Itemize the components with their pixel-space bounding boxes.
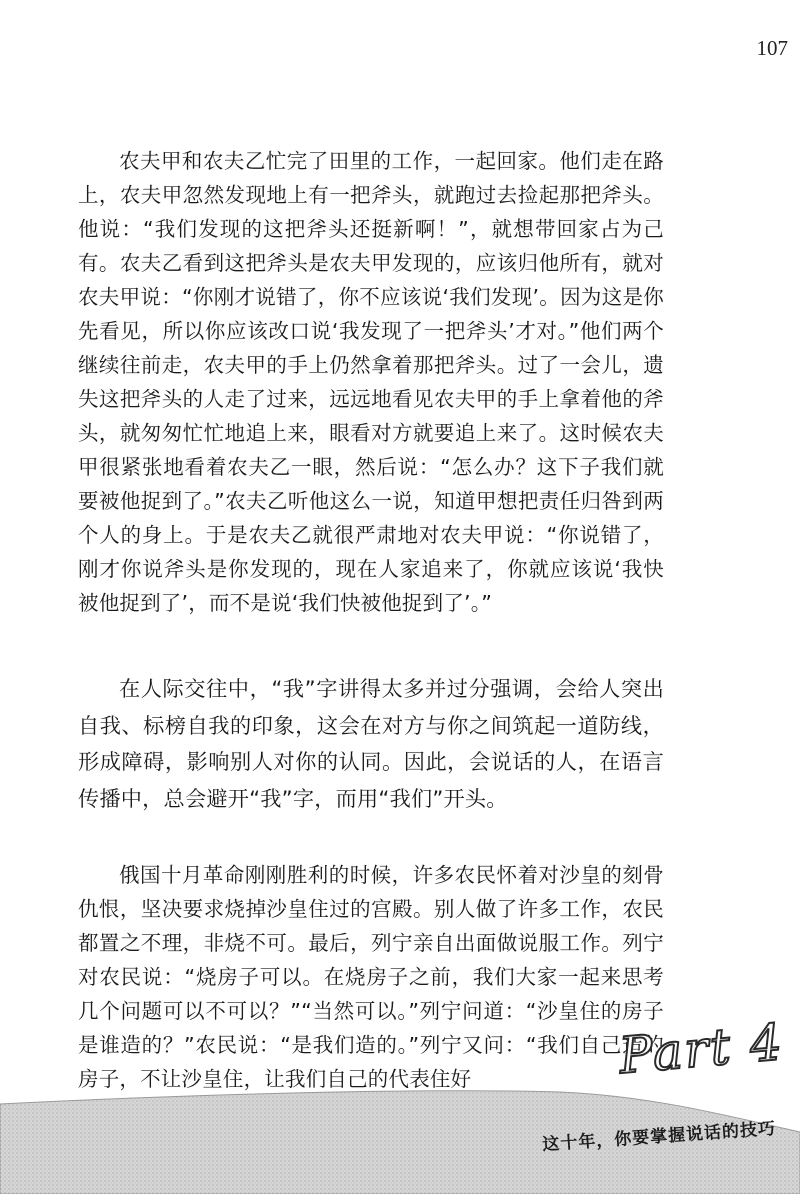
page-number: 107: [756, 36, 788, 60]
body-paragraph-2: 在人际交往中，“我”字讲得太多并过分强调，会给人突出自我、标榜自我的印象，这会在对方与你之间筑起一道防线，形成障碍，影响别人对你的认同。因此，会说话的人，在语言传播中，总会避开“我”字，而用“我们”开头。: [78, 676, 664, 811]
body-paragraph-1: 农夫甲和农夫乙忙完了田里的工作，一起回家。他们走在路上，农夫甲忽然发现地上有一把斧头，就跑过去捡起那把斧头。他说：“我们发现的这把斧头还挺新啊！”，就想带回家占为己有。农夫乙看到这把斧头是农夫甲发现的，应该归他所有，就对农夫甲说：“你刚才说错了，你不应该说‘我们发现’。因为这是你先看见，所以你应该改口说‘我发现了一把斧头’才对。”他们两个继续往前走，农夫甲的手上仍然拿着那把斧头。过了一会儿，遗失这把斧头的人走了过来，远远地看见农夫甲的手上拿着他的斧头，就匆匆忙忙地追上来，眼看对方就要追上来了。这时候农夫甲很紧张地看着农夫乙一眼，然后说：“怎么办？这下子我们就要被他捉到了。”农夫乙听他这么一说，知道甲想把责任归咎到两个人的身上。于是农夫乙就很严肃地对农夫甲说：“你说错了，刚才你说斧头是你发现的，现在人家追来了，你就应该说‘我快被他捉到了’，而不是说‘我们快被他捉到了’。”: [78, 149, 664, 615]
section-title: 这十年，你要掌握说话的技巧: [541, 1118, 777, 1156]
part-label: Part 4: [616, 1012, 787, 1086]
body-paragraph-3: 俄国十月革命刚刚胜利的时候，许多农民怀着对沙皇的刻骨仇恨，坚决要求烧掉沙皇住过的宫殿。别人做了许多工作，农民都置之不理，非烧不可。最后，列宁亲自出面做说服工作。列宁对农民说：“烧房子可以。在烧房子之前，我们大家一起来思考几个问题可以不可以？”“当然可以。”列宁问道：“沙皇住的房子是谁造的？”农民说：“是我们造的。”列宁又问：“我们自己造的房子，不让沙皇住，让我们自己的代表住好: [78, 863, 664, 1091]
